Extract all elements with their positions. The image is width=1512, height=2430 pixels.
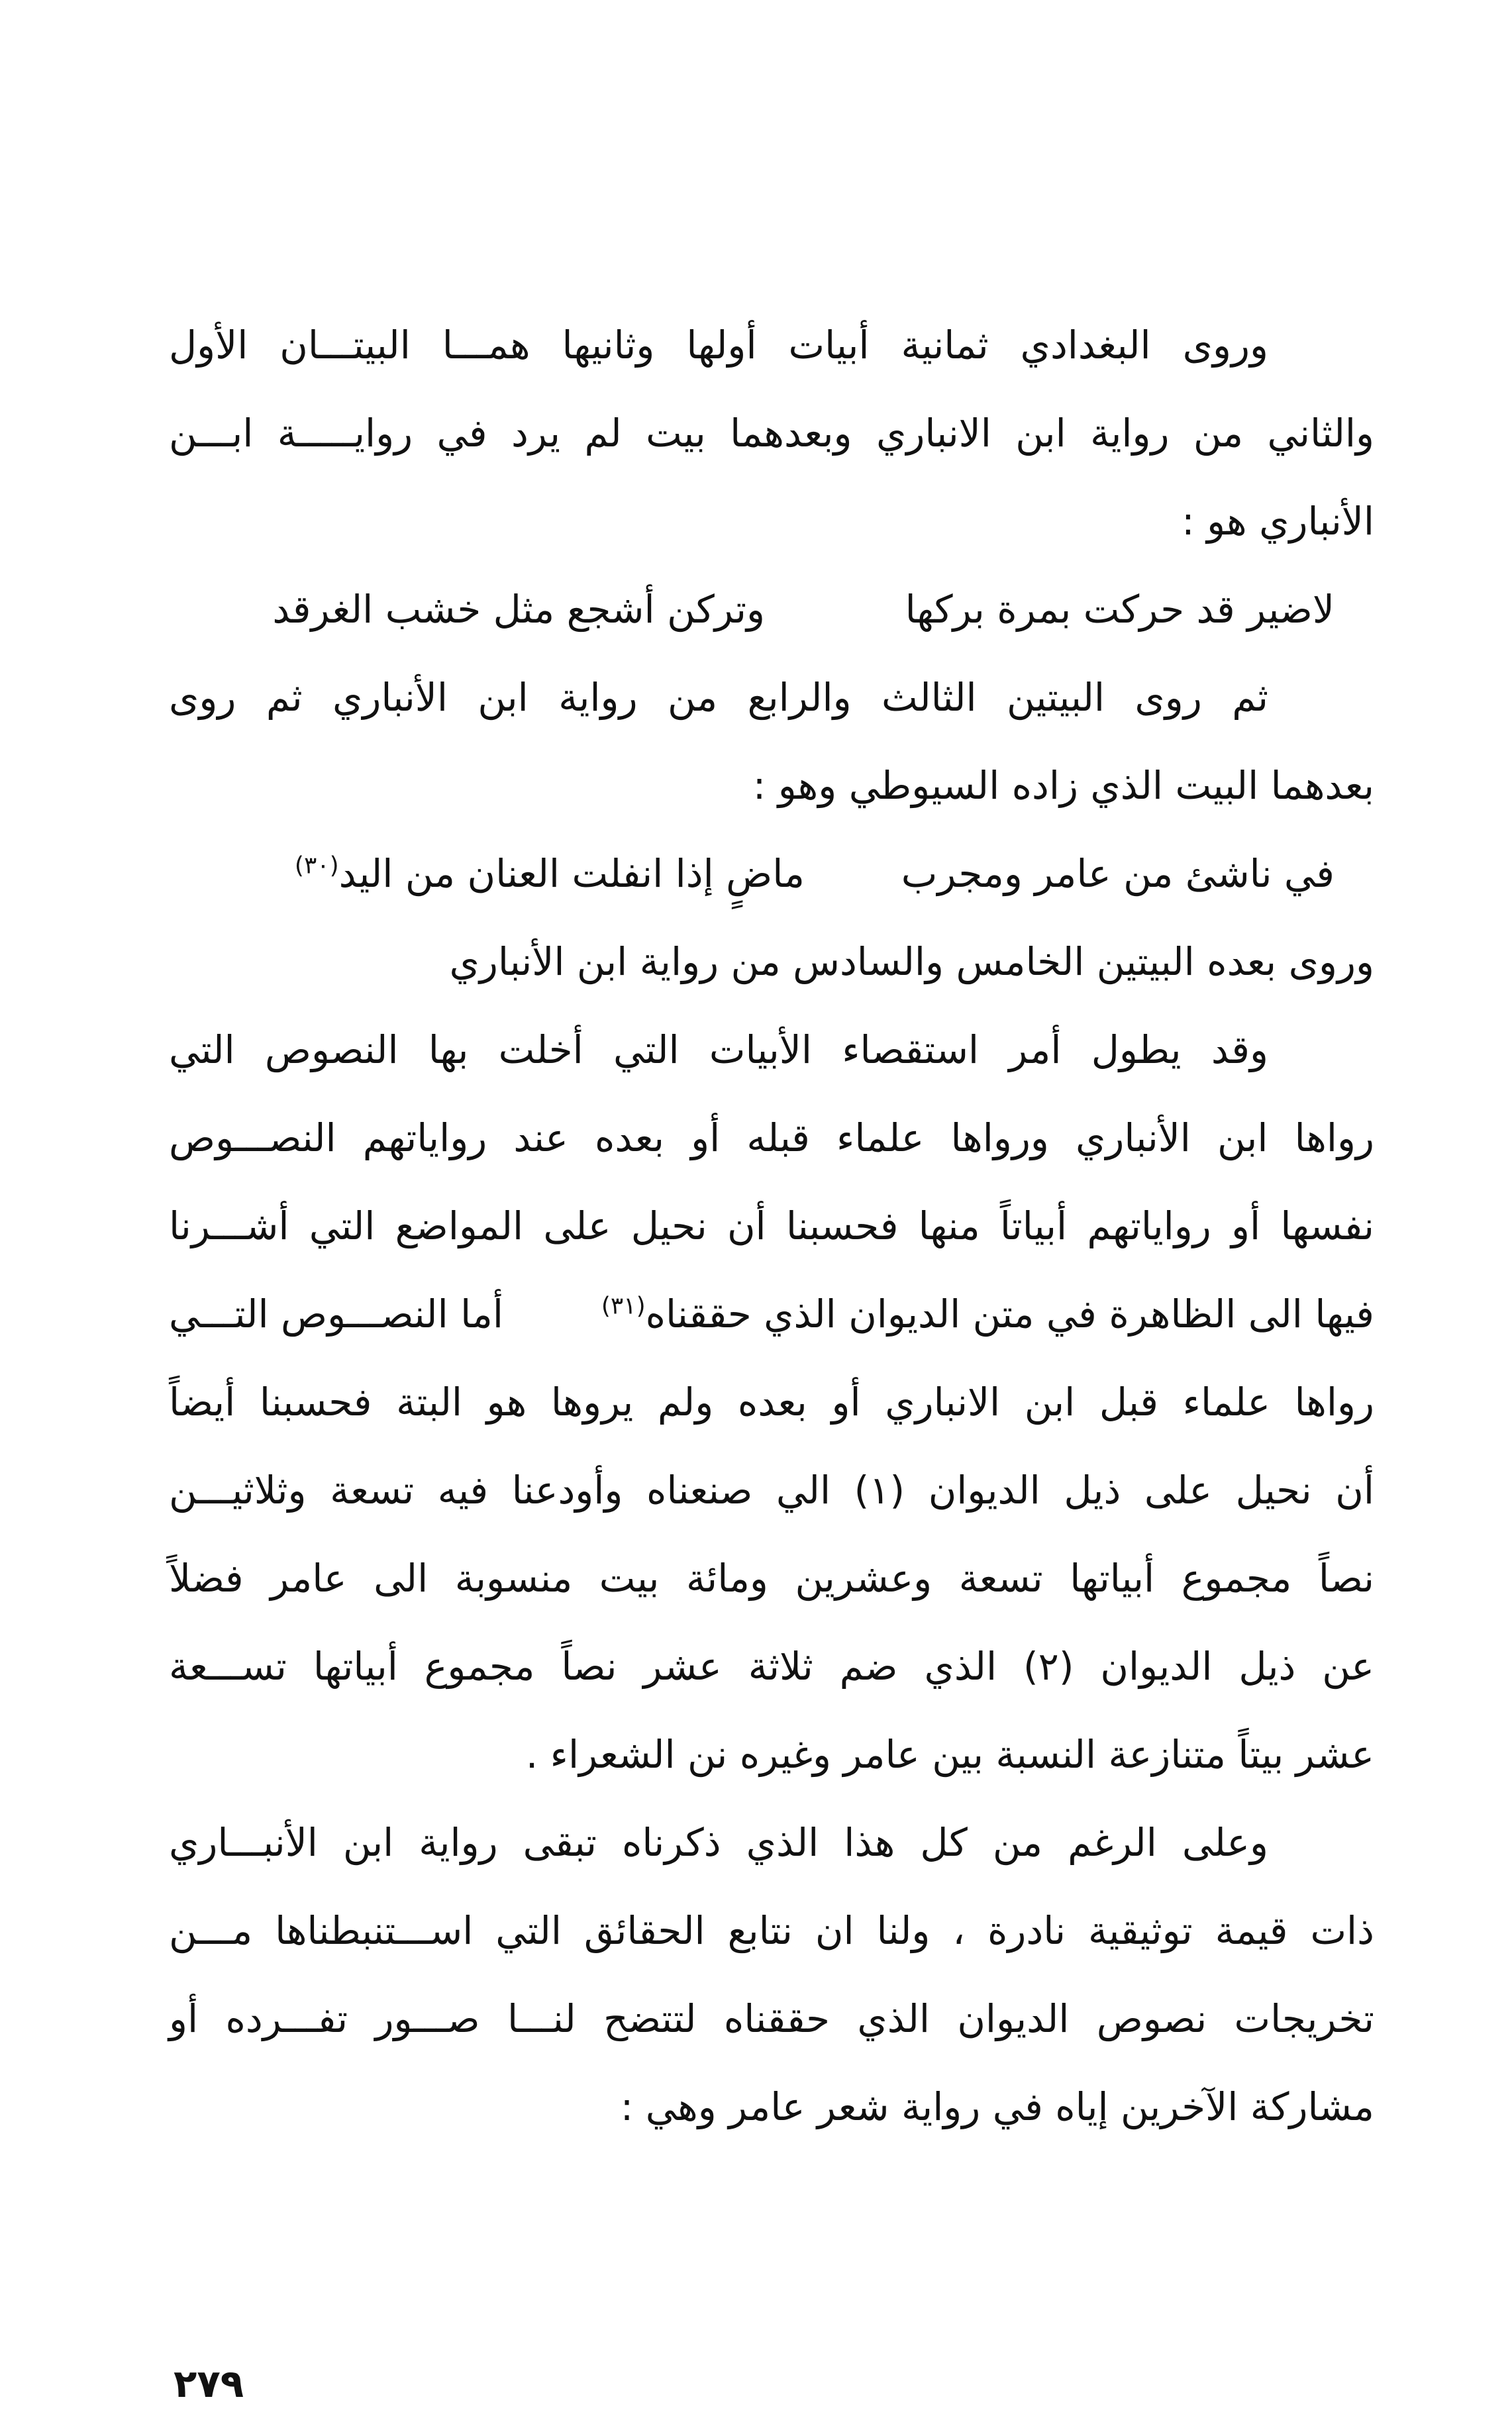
verse-second-hemistich: وتركن أشجع مثل خشب الغرقد bbox=[272, 587, 765, 632]
footnote-marker: (٣٠) bbox=[294, 852, 339, 880]
text-line: نصاً مجموع أبياتها تسعة وعشرين ومائة بيت منسوبة الى عامر فضلاً bbox=[169, 1556, 1374, 1601]
text-line: عن ذيل الديوان (٢) الذي ضم ثلاثة عشر نصاً مجموع أبياتها تســـعة bbox=[169, 1644, 1374, 1689]
text-line: ثم روى البيتين الثالث والرابع من رواية ابن الأنباري ثم روى bbox=[169, 675, 1268, 720]
verse-second-hemistich bbox=[295, 830, 805, 918]
text-line: تخريجات نصوص الديوان الذي حققناه لتتضح لنـــا صـــور تفـــرده أو bbox=[169, 1996, 1374, 2041]
verse-second-text: ماضٍ إذا انفلت العنان من اليد bbox=[338, 851, 805, 896]
page-number: ٢٧٩ bbox=[174, 2361, 244, 2406]
verse-first-hemistich: لاضير قد حركت بمرة بركها bbox=[905, 587, 1335, 632]
text-line: ذات قيمة توثيقية نادرة ، ولنا ان نتابع الحقائق التي اســـتنبطناها مـــن bbox=[169, 1908, 1374, 1953]
verse-line bbox=[169, 566, 1374, 654]
text-line bbox=[169, 1270, 1374, 1358]
text-line: وقد يطول أمر استقصاء الأبيات التي أخلت بها النصوص التي bbox=[169, 1027, 1268, 1072]
text-line: الأنباري هو : bbox=[1182, 499, 1374, 544]
text-segment bbox=[601, 1270, 1374, 1358]
text-line: رواها ابن الأنباري ورواها علماء قبله أو بعده عند رواياتهم النصـــوص bbox=[169, 1115, 1374, 1160]
verse-line bbox=[169, 830, 1374, 918]
body-text bbox=[169, 301, 1374, 2151]
text-line: وعلى الرغم من كل هذا الذي ذكرناه تبقى رواية ابن الأنبـــاري bbox=[169, 1820, 1268, 1865]
text-line: وروى بعده البيتين الخامس والسادس من رواية ابن الأنباري bbox=[449, 939, 1374, 984]
text-line: وروى البغدادي ثمانية أبيات أولها وثانيها همـــا البيتـــان الأول bbox=[169, 323, 1268, 368]
verse-first-hemistich: في ناشئ من عامر ومجرب bbox=[901, 851, 1335, 896]
footnote-marker: (٣١) bbox=[601, 1292, 646, 1320]
text-line: مشاركة الآخرين إياه في رواية شعر عامر وهي : bbox=[620, 2084, 1374, 2129]
text-line: رواها علماء قبل ابن الانباري أو بعده ولم يروها هو البتة فحسبنا أيضاً bbox=[169, 1380, 1374, 1425]
text-line: أن نحيل على ذيل الديوان (١) الي صنعناه وأودعنا فيه تسعة وثلاثيـــن bbox=[169, 1468, 1374, 1513]
text-line: والثاني من رواية ابن الانباري وبعدهما بيت لم يرد في روايـــــة ابـــن bbox=[169, 411, 1374, 456]
text-line: نفسها أو رواياتهم أبياتاً منها فحسبنا أن نحيل على المواضع التي أشـــرنا bbox=[169, 1203, 1374, 1248]
text-segment: أما النصـــوص التـــي bbox=[169, 1291, 503, 1337]
text-line: عشر بيتاً متنازعة النسبة بين عامر وغيره نن الشعراء . bbox=[525, 1732, 1374, 1777]
text-segment-main: فيها الى الظاهرة في متن الديوان الذي حققناه bbox=[645, 1291, 1374, 1337]
text-line: بعدهما البيت الذي زاده السيوطي وهو : bbox=[752, 763, 1374, 808]
